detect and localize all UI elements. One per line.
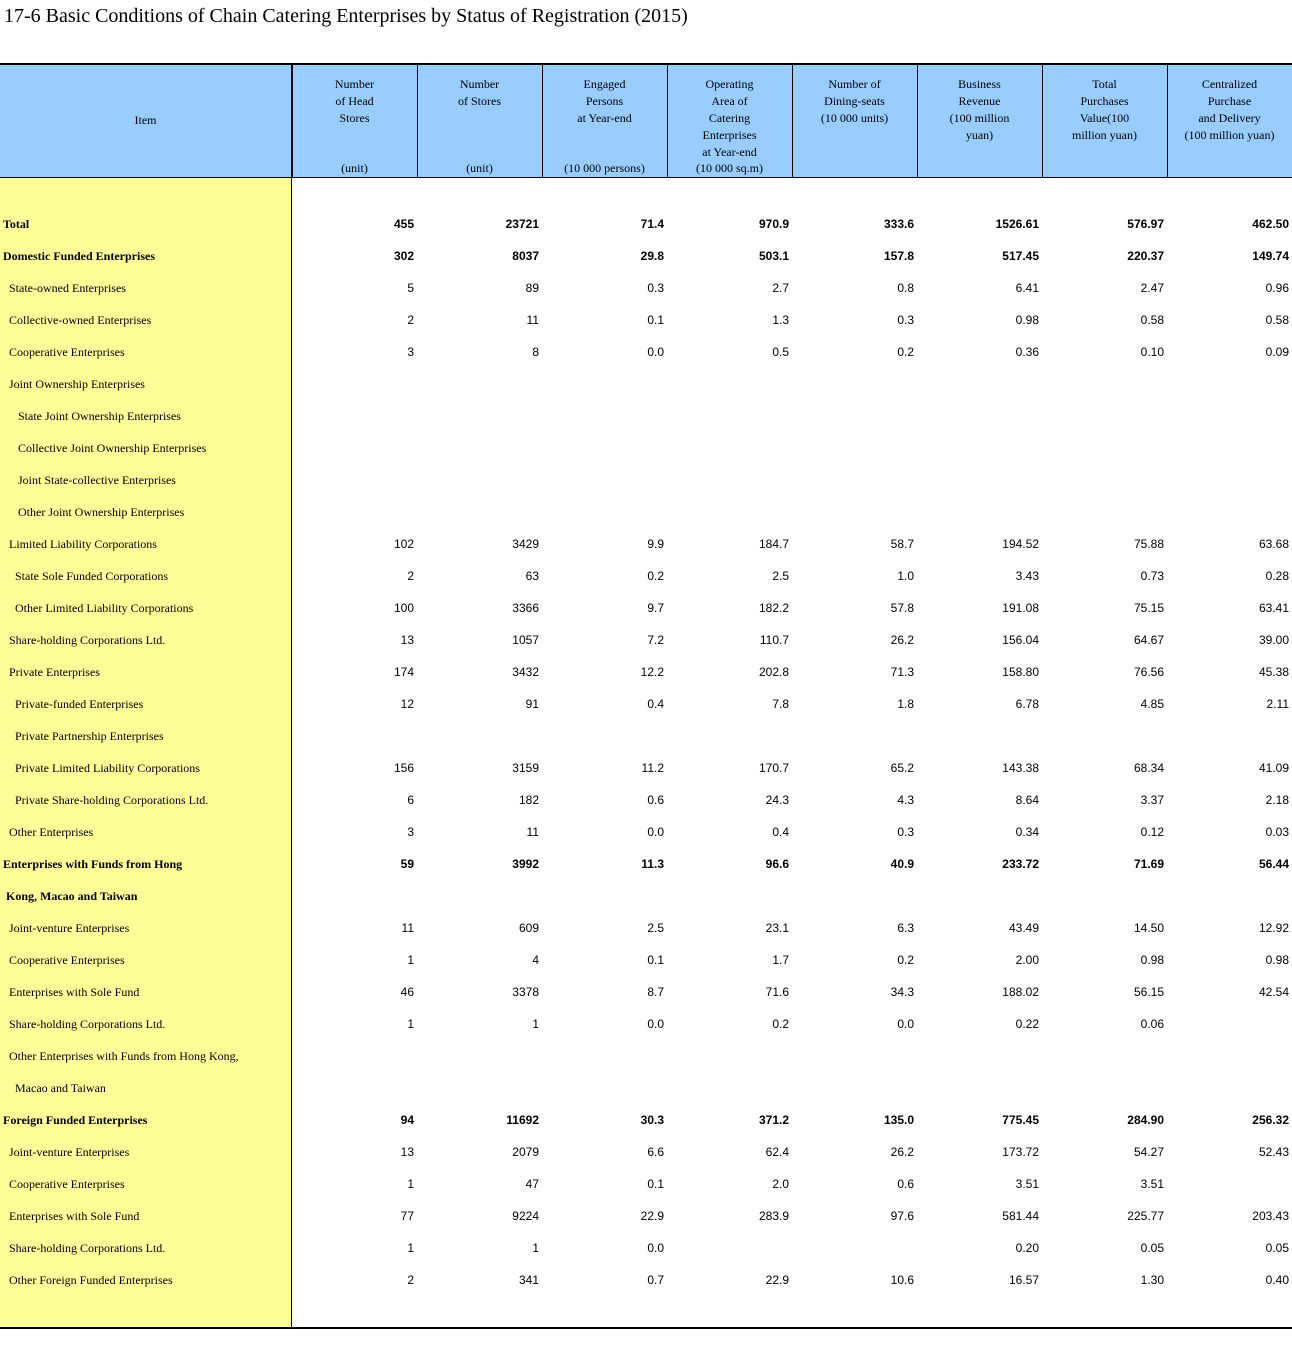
- table-cell: 182: [518, 793, 539, 807]
- header-col-5: [792, 65, 917, 177]
- header-divider: [542, 65, 543, 177]
- table-row: [0, 1136, 1292, 1168]
- table-cell: 503.1: [758, 249, 789, 263]
- table-cell: 54.27: [1133, 1145, 1164, 1159]
- table-row: [0, 816, 1292, 848]
- table-cell: 0.09: [1265, 345, 1289, 359]
- table-row: [0, 720, 1292, 752]
- table-cell: 63: [525, 569, 539, 583]
- table-cell: 16.57: [1008, 1273, 1039, 1287]
- table-cell: 0.0: [647, 1017, 664, 1031]
- table-cell: 1057: [512, 633, 539, 647]
- table-cell: 0.05: [1265, 1241, 1289, 1255]
- table-row: [0, 208, 1292, 240]
- table-cell: 62.4: [765, 1145, 789, 1159]
- table-cell: 40.9: [890, 857, 914, 871]
- table-cell: 0.3: [897, 313, 914, 327]
- table-cell: 71.4: [640, 217, 664, 231]
- table-cell: 576.97: [1127, 217, 1164, 231]
- header-divider: [917, 65, 918, 177]
- table-cell: 22.9: [640, 1209, 664, 1223]
- row-label: Total: [3, 217, 30, 231]
- table-cell: 0.6: [647, 793, 664, 807]
- table-cell: 7.8: [772, 697, 789, 711]
- table-cell: 0.5: [772, 345, 789, 359]
- table-cell: 157.8: [883, 249, 914, 263]
- table-cell: 97.6: [890, 1209, 914, 1223]
- table-cell: 58.7: [890, 537, 914, 551]
- table-cell: 0.1: [647, 1177, 664, 1191]
- table-cell: 0.03: [1265, 825, 1289, 839]
- table-cell: 182.2: [758, 601, 789, 615]
- table-cell: 96.6: [765, 857, 789, 871]
- row-label: Cooperative Enterprises: [9, 345, 125, 359]
- table-cell: 7.2: [647, 633, 664, 647]
- table-cell: 225.77: [1127, 1209, 1164, 1223]
- table-cell: 0.2: [772, 1017, 789, 1031]
- header-rule: [0, 177, 1292, 178]
- table-cell: 1.8: [897, 697, 914, 711]
- table-cell: 2.5: [772, 569, 789, 583]
- row-label: Foreign Funded Enterprises: [3, 1113, 148, 1127]
- row-label: State-owned Enterprises: [9, 281, 126, 295]
- table-cell: 1: [407, 1241, 414, 1255]
- row-label: State Sole Funded Corporations: [15, 569, 168, 583]
- header-col-unit: (unit): [466, 161, 493, 175]
- table-cell: 2.00: [1015, 953, 1039, 967]
- table-row: [0, 944, 1292, 976]
- table-cell: 0.0: [897, 1017, 914, 1031]
- table-cell: 6: [407, 793, 414, 807]
- header-col-label: Number of Head Stores: [334, 77, 375, 125]
- table-cell: 158.80: [1002, 665, 1039, 679]
- table-cell: 3.43: [1015, 569, 1039, 583]
- table-cell: 12.2: [640, 665, 664, 679]
- table-cell: 0.4: [772, 825, 789, 839]
- table-cell: 6.41: [1015, 281, 1039, 295]
- table-cell: 64.67: [1133, 633, 1164, 647]
- header-col-4: [667, 65, 792, 177]
- row-label: Enterprises with Funds from Hong: [3, 857, 183, 871]
- table-row: [0, 400, 1292, 432]
- table-cell: 156.04: [1002, 633, 1039, 647]
- table-cell: 11: [526, 825, 539, 839]
- table-cell: 110.7: [759, 633, 789, 647]
- table-cell: 56.44: [1258, 857, 1289, 871]
- row-label: Private Partnership Enterprises: [15, 729, 164, 743]
- table-row: [0, 1104, 1292, 1136]
- table-cell: 173.72: [1002, 1145, 1039, 1159]
- table-row: [0, 784, 1292, 816]
- table-row: [0, 1072, 1292, 1104]
- table-cell: 6.78: [1015, 697, 1039, 711]
- table-row: [0, 368, 1292, 400]
- table-cell: 8.7: [647, 985, 664, 999]
- row-label: State Joint Ownership Enterprises: [18, 409, 181, 423]
- table-cell: 68.34: [1133, 761, 1164, 775]
- table-cell: 34.3: [890, 985, 914, 999]
- table-cell: 100: [393, 601, 414, 615]
- table-cell: 8.64: [1015, 793, 1039, 807]
- table-cell: 71.3: [890, 665, 914, 679]
- table-cell: 517.45: [1002, 249, 1039, 263]
- table-row: [0, 464, 1292, 496]
- table-cell: 2.47: [1140, 281, 1164, 295]
- table-cell: 220.37: [1127, 249, 1164, 263]
- header-item-label: Item: [134, 113, 157, 127]
- table-cell: 12: [400, 697, 414, 711]
- row-label: Share-holding Corporations Ltd.: [9, 633, 166, 647]
- table-cell: 202.8: [758, 665, 789, 679]
- table-cell: 0.06: [1140, 1017, 1164, 1031]
- table-cell: 170.7: [758, 761, 789, 775]
- table-cell: 102: [393, 537, 414, 551]
- table-cell: 22.9: [765, 1273, 789, 1287]
- table-cell: 0.22: [1015, 1017, 1039, 1031]
- table-row: [0, 240, 1292, 272]
- table-cell: 283.9: [758, 1209, 789, 1223]
- table-row: [0, 272, 1292, 304]
- table-row: [0, 1264, 1292, 1296]
- table-cell: 26.2: [890, 1145, 914, 1159]
- table-cell: 284.90: [1127, 1113, 1164, 1127]
- table-cell: 0.98: [1015, 313, 1039, 327]
- table-cell: 6.6: [647, 1145, 664, 1159]
- row-label: Other Joint Ownership Enterprises: [18, 505, 185, 519]
- row-label: Share-holding Corporations Ltd.: [9, 1017, 166, 1031]
- table-cell: 0.0: [647, 1241, 664, 1255]
- table-cell: 11: [401, 921, 414, 935]
- table-cell: 23721: [505, 217, 539, 231]
- table-cell: 0.98: [1140, 953, 1164, 967]
- table-cell: 45.38: [1258, 665, 1289, 679]
- table-cell: 2: [407, 1273, 414, 1287]
- table-row: [0, 304, 1292, 336]
- row-label: Private Share-holding Corporations Ltd.: [15, 793, 209, 807]
- table-cell: 0.2: [897, 953, 914, 967]
- table-cell: 9.9: [647, 537, 664, 551]
- table-cell: 0.3: [897, 825, 914, 839]
- table-cell: 71.6: [765, 985, 789, 999]
- table-cell: 0.98: [1265, 953, 1289, 967]
- row-label: Joint State-collective Enterprises: [18, 473, 176, 487]
- header-divider: [292, 65, 293, 177]
- table-cell: 0.20: [1015, 1241, 1039, 1255]
- header-item-cell: [0, 65, 291, 177]
- table-cell: 371.2: [758, 1113, 789, 1127]
- data-table: [0, 63, 1292, 1329]
- table-cell: 0.6: [897, 1177, 914, 1191]
- table-cell: 75.88: [1133, 537, 1164, 551]
- table-cell: 11692: [506, 1113, 539, 1127]
- table-cell: 1.30: [1140, 1273, 1164, 1287]
- header-col-6: [917, 65, 1042, 177]
- table-cell: 43.49: [1008, 921, 1039, 935]
- table-cell: 24.3: [765, 793, 789, 807]
- row-label: Collective Joint Ownership Enterprises: [18, 441, 207, 455]
- row-label: Limited Liability Corporations: [9, 537, 157, 551]
- table-cell: 4.85: [1140, 697, 1164, 711]
- table-cell: 191.08: [1002, 601, 1039, 615]
- header-col-label: Business Revenue (100 million yuan): [949, 77, 1010, 142]
- table-cell: 65.2: [890, 761, 914, 775]
- table-cell: 94: [400, 1113, 414, 1127]
- table-cell: 1: [532, 1017, 539, 1031]
- row-label: Other Enterprises with Funds from Hong Kong,: [9, 1049, 239, 1063]
- table-cell: 13: [400, 1145, 414, 1159]
- table-cell: 2.18: [1265, 793, 1289, 807]
- table-row: [0, 656, 1292, 688]
- table-cell: 8: [532, 345, 539, 359]
- table-cell: 89: [525, 281, 539, 295]
- table-cell: 2: [407, 313, 414, 327]
- row-label: Joint Ownership Enterprises: [9, 377, 145, 391]
- table-cell: 143.38: [1002, 761, 1039, 775]
- table-cell: 0.40: [1265, 1273, 1289, 1287]
- table-cell: 1: [407, 1177, 414, 1191]
- table-cell: 1.7: [772, 953, 789, 967]
- table-cell: 14.50: [1133, 921, 1164, 935]
- table-row: [0, 560, 1292, 592]
- table-cell: 8037: [512, 249, 539, 263]
- table-cell: 47: [525, 1177, 539, 1191]
- table-cell: 775.45: [1002, 1113, 1039, 1127]
- header-divider: [1167, 65, 1168, 177]
- table-cell: 75.15: [1133, 601, 1164, 615]
- header-divider: [417, 65, 418, 177]
- table-cell: 462.50: [1252, 217, 1289, 231]
- table-row: [0, 848, 1292, 880]
- table-cell: 0.0: [647, 825, 664, 839]
- table-cell: 46: [400, 985, 414, 999]
- table-cell: 6.3: [897, 921, 914, 935]
- table-cell: 4: [532, 953, 539, 967]
- header-divider: [1042, 65, 1043, 177]
- table-cell: 0.73: [1140, 569, 1164, 583]
- table-cell: 77: [400, 1209, 414, 1223]
- table-cell: 13: [400, 633, 414, 647]
- row-label: Collective-owned Enterprises: [9, 313, 152, 327]
- header-col-unit: (10 000 sq.m): [696, 161, 763, 175]
- table-cell: 0.7: [647, 1273, 664, 1287]
- table-cell: 233.72: [1002, 857, 1039, 871]
- table-cell: 56.15: [1133, 985, 1164, 999]
- table-cell: 184.7: [758, 537, 789, 551]
- table-row: [0, 1232, 1292, 1264]
- row-label: Private Limited Liability Corporations: [15, 761, 200, 775]
- table-cell: 1: [407, 953, 414, 967]
- table-row: [0, 624, 1292, 656]
- table-cell: 0.58: [1140, 313, 1164, 327]
- table-cell: 11.3: [641, 857, 664, 871]
- table-cell: 3378: [512, 985, 539, 999]
- table-cell: 52.43: [1258, 1145, 1289, 1159]
- row-label: Cooperative Enterprises: [9, 1177, 125, 1191]
- header-col-8: [1167, 65, 1292, 177]
- table-cell: 42.54: [1258, 985, 1289, 999]
- table-row: [0, 880, 1292, 912]
- header-col-3: [542, 65, 667, 177]
- table-cell: 333.6: [883, 217, 914, 231]
- header-divider: [792, 65, 793, 177]
- row-label: Enterprises with Sole Fund: [9, 1209, 140, 1223]
- row-label: Joint-venture Enterprises: [9, 921, 130, 935]
- table-cell: 30.3: [640, 1113, 664, 1127]
- table-cell: 76.56: [1133, 665, 1164, 679]
- table-cell: 3429: [512, 537, 539, 551]
- table-row: [0, 592, 1292, 624]
- header-col-label: Number of Stores: [458, 77, 501, 108]
- table-cell: 12.92: [1258, 921, 1289, 935]
- table-cell: 135.0: [883, 1113, 914, 1127]
- table-cell: 3432: [512, 665, 539, 679]
- table-cell: 63.41: [1258, 601, 1289, 615]
- table-cell: 4.3: [897, 793, 914, 807]
- row-label: Enterprises with Sole Fund: [9, 985, 140, 999]
- table-cell: 3: [407, 345, 414, 359]
- table-cell: 9.7: [647, 601, 664, 615]
- table-cell: 41.09: [1258, 761, 1289, 775]
- table-cell: 609: [518, 921, 539, 935]
- table-cell: 0.2: [897, 345, 914, 359]
- table-cell: 156: [393, 761, 414, 775]
- table-cell: 3.37: [1140, 793, 1164, 807]
- header-col-2: [417, 65, 542, 177]
- table-cell: 2.5: [647, 921, 664, 935]
- table-cell: 5: [407, 281, 414, 295]
- table-cell: 1.3: [772, 313, 789, 327]
- table-cell: 3.51: [1015, 1177, 1039, 1191]
- table-cell: 203.43: [1252, 1209, 1289, 1223]
- row-label: Other Enterprises: [9, 825, 94, 839]
- table-cell: 1.0: [897, 569, 914, 583]
- row-label: Kong, Macao and Taiwan: [6, 889, 138, 903]
- row-label: Private Enterprises: [9, 665, 100, 679]
- table-cell: 3.51: [1140, 1177, 1164, 1191]
- table-cell: 0.1: [647, 313, 664, 327]
- table-cell: 0.10: [1140, 345, 1164, 359]
- table-cell: 2.0: [772, 1177, 789, 1191]
- header-col-1: [292, 65, 417, 177]
- table-cell: 29.8: [640, 249, 664, 263]
- table-row: [0, 1040, 1292, 1072]
- table-cell: 0.2: [647, 569, 664, 583]
- table-cell: 0.36: [1015, 345, 1039, 359]
- table-cell: 0.8: [897, 281, 914, 295]
- table-cell: 91: [525, 697, 539, 711]
- table-cell: 23.1: [765, 921, 789, 935]
- table-cell: 1: [407, 1017, 414, 1031]
- table-row: [0, 336, 1292, 368]
- row-label: Joint-venture Enterprises: [9, 1145, 130, 1159]
- table-cell: 57.8: [890, 601, 914, 615]
- table-cell: 0.28: [1265, 569, 1289, 583]
- table-cell: 2.11: [1266, 697, 1289, 711]
- header-col-label: Operating Area of Catering Enterprises at Year-end: [702, 77, 757, 159]
- table-cell: 0.05: [1140, 1241, 1164, 1255]
- table-cell: 3992: [512, 857, 539, 871]
- row-label: Cooperative Enterprises: [9, 953, 125, 967]
- table-cell: 2: [407, 569, 414, 583]
- table-row: [0, 752, 1292, 784]
- table-cell: 0.34: [1015, 825, 1039, 839]
- row-label: Macao and Taiwan: [15, 1081, 106, 1095]
- table-cell: 2079: [512, 1145, 539, 1159]
- table-cell: 39.00: [1258, 633, 1289, 647]
- table-cell: 256.32: [1252, 1113, 1289, 1127]
- table-cell: 1526.61: [995, 217, 1039, 231]
- table-cell: 0.3: [647, 281, 664, 295]
- table-row: [0, 1168, 1292, 1200]
- table-cell: 11: [526, 313, 539, 327]
- table-cell: 0.1: [647, 953, 664, 967]
- table-cell: 3159: [512, 761, 539, 775]
- table-cell: 581.44: [1002, 1209, 1039, 1223]
- table-row: [0, 1200, 1292, 1232]
- table-cell: 341: [518, 1273, 539, 1287]
- header-col-label: Total Purchases Value(100 million yuan): [1072, 77, 1137, 142]
- table-cell: 970.9: [758, 217, 789, 231]
- table-cell: 3366: [512, 601, 539, 615]
- table-row: [0, 528, 1292, 560]
- table-cell: 11.2: [641, 761, 664, 775]
- header-col-label: Centralized Purchase and Delivery (100 million yuan): [1184, 77, 1275, 142]
- table-row: [0, 912, 1292, 944]
- table-row: [0, 688, 1292, 720]
- table-cell: 9224: [512, 1209, 539, 1223]
- table-cell: 10.6: [890, 1273, 914, 1287]
- table-cell: 63.68: [1258, 537, 1289, 551]
- header-divider: [667, 65, 668, 177]
- row-label: Other Foreign Funded Enterprises: [9, 1273, 173, 1287]
- row-label: Private-funded Enterprises: [15, 697, 144, 711]
- header-col-unit: (10 000 persons): [564, 161, 645, 175]
- table-cell: 59: [400, 857, 414, 871]
- table-cell: 26.2: [890, 633, 914, 647]
- table-cell: 1: [532, 1241, 539, 1255]
- page-title: 17-6 Basic Conditions of Chain Catering Enterprises by Status of Registration (2015): [4, 5, 688, 27]
- table-row: [0, 1008, 1292, 1040]
- table-cell: 149.74: [1252, 249, 1289, 263]
- table-cell: 2.7: [772, 281, 789, 295]
- table-row: [0, 496, 1292, 528]
- header-col-7: [1042, 65, 1167, 177]
- table-cell: 3: [407, 825, 414, 839]
- header-col-label: Engaged Persons at Year-end: [577, 77, 632, 125]
- table-cell: 71.69: [1133, 857, 1164, 871]
- table-cell: 194.52: [1002, 537, 1039, 551]
- table-cell: 302: [393, 249, 414, 263]
- table-row: [0, 976, 1292, 1008]
- table-cell: 0.4: [647, 697, 664, 711]
- row-label: Domestic Funded Enterprises: [3, 249, 155, 263]
- table-row: [0, 432, 1292, 464]
- table-cell: 0.12: [1140, 825, 1164, 839]
- table-cell: 455: [393, 217, 414, 231]
- table-cell: 174: [393, 665, 414, 679]
- row-label: Other Limited Liability Corporations: [15, 601, 194, 615]
- header-col-label: Number of Dining-seats (10 000 units): [820, 77, 889, 125]
- bottom-rule: [0, 1327, 1292, 1329]
- table-cell: 188.02: [1002, 985, 1039, 999]
- header-col-unit: (unit): [341, 161, 368, 175]
- table-cell: 0.58: [1265, 313, 1289, 327]
- row-label: Share-holding Corporations Ltd.: [9, 1241, 166, 1255]
- table-cell: 0.0: [647, 345, 664, 359]
- table-cell: 0.96: [1265, 281, 1289, 295]
